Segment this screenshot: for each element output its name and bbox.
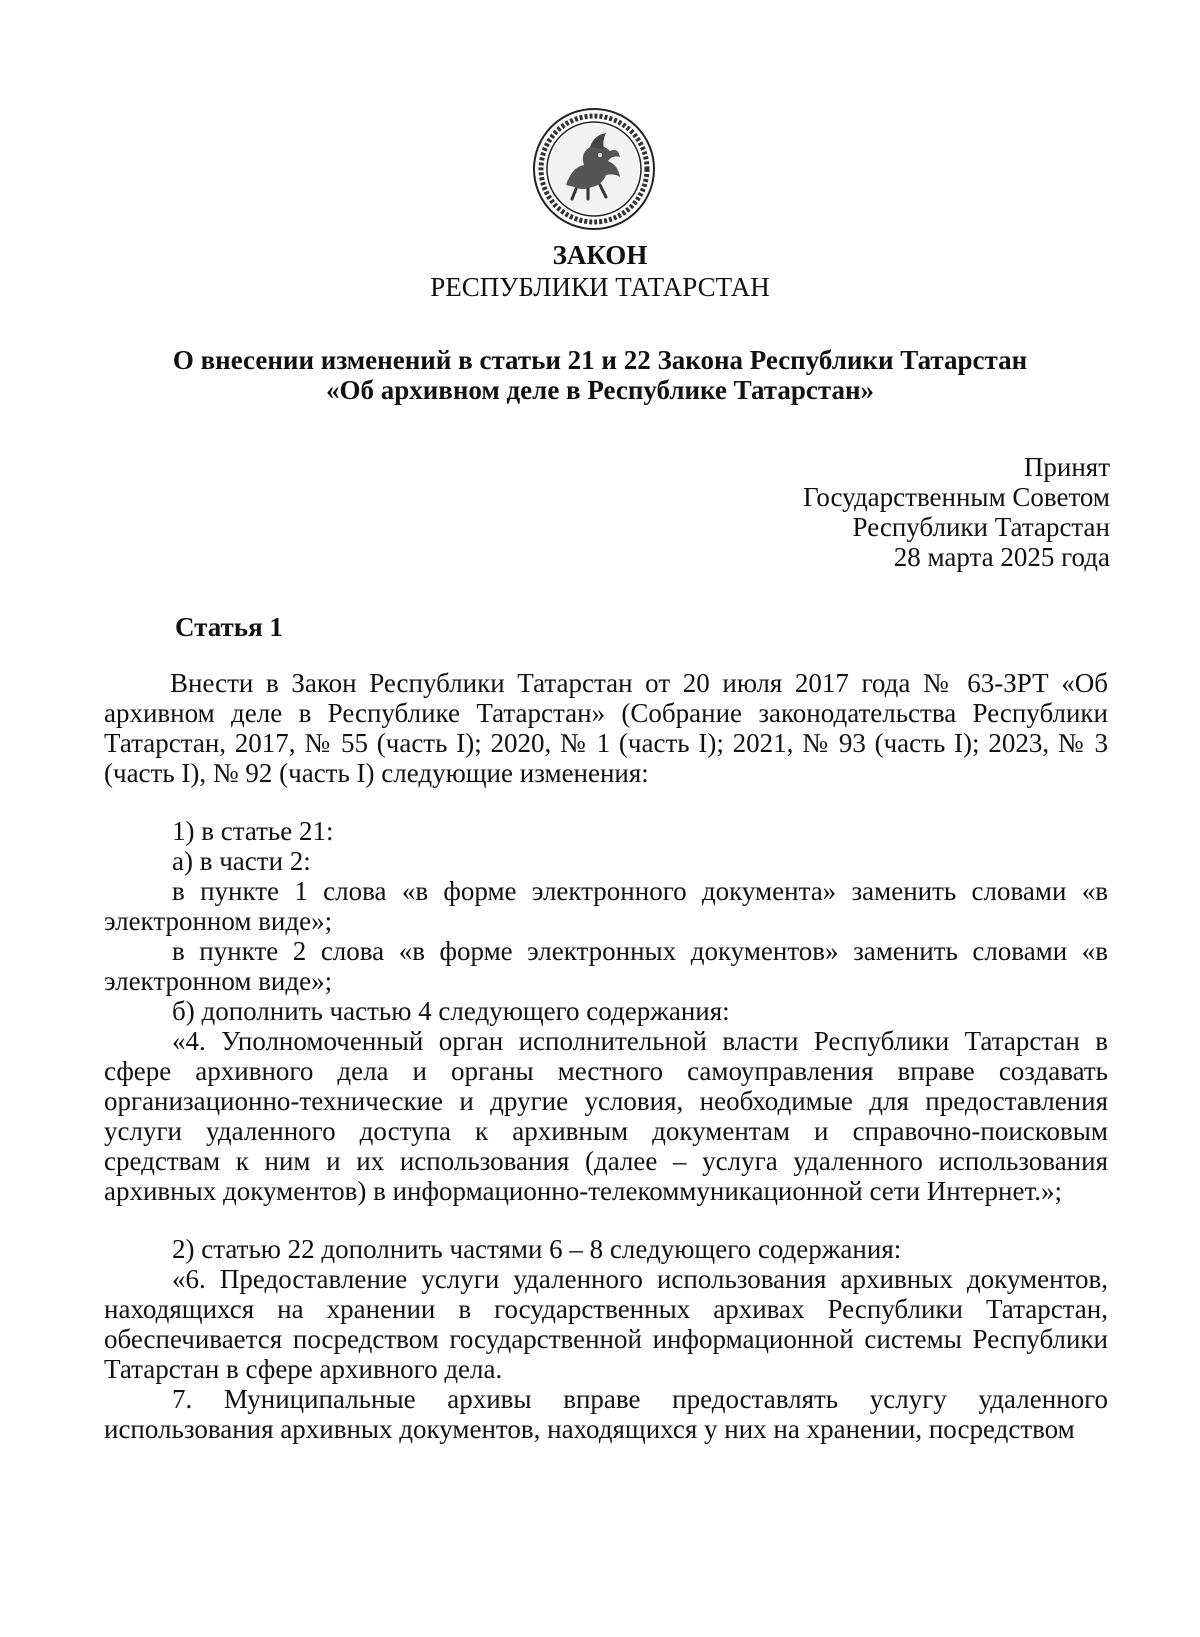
adoption-block — [803, 452, 1110, 572]
item-1b-text: «4. Уполномоченный орган исполнительной власти Республики Татарстан в сфере архивного дела и органы местного самоуправления вправе создавать организационно-технические и другие условия, необходимые для предоставления услуги удаленного доступа к архивным документам и справочно-поисковым средствам к ним и их использования (далее – услуга удаленного использования архивных документов) в информационно-телекоммуникационной сети Интернет.»; — [104, 1026, 1108, 1206]
item-2-part-7: 7. Муниципальные архивы вправе предоставлять услугу удаленного использования архивных документов, находящихся у них на хранении, посредством — [104, 1384, 1108, 1444]
adoption-line-1: Принят — [1023, 452, 1110, 482]
item-1a-point-2: в пункте 2 слова «в форме электронных документов» заменить словами «в электронном виде»; — [104, 936, 1108, 996]
tatarstan-coat-of-arms-icon — [532, 107, 656, 231]
article-heading: Статья 1 — [175, 612, 283, 642]
document-title — [0, 345, 1200, 405]
title-line-1: О внесении изменений в статьи 21 и 22 Закона Республики Татарстан — [172, 345, 1028, 375]
document-type: ЗАКОН — [552, 240, 648, 270]
adoption-date: 28 марта 2025 года — [893, 542, 1110, 572]
item-1b: б) дополнить частью 4 следующего содержания: — [172, 996, 730, 1026]
item-1a: а) в части 2: — [172, 846, 311, 876]
item-1a-point-1: в пункте 1 слова «в форме электронного документа» заменить словами «в электронном виде»; — [104, 876, 1108, 936]
item-2: 2) статью 22 дополнить частями 6 – 8 следующего содержания: — [172, 1234, 902, 1264]
adoption-line-3: Республики Татарстан — [852, 512, 1110, 542]
title-line-2: «Об архивном деле в Республике Татарстан» — [325, 375, 875, 405]
article-body — [104, 668, 1108, 1444]
adoption-line-2: Государственным Советом — [803, 482, 1110, 512]
item-2-part-6: «6. Предоставление услуги удаленного использования архивных документов, находящихся на хранении в государственных архивах Республики Татарстан, обеспечивается посредством государственной информационной системы Республики Татарстан в сфере архивного дела. — [104, 1264, 1108, 1384]
document-issuer: РЕСПУБЛИКИ ТАТАРСТАН — [430, 272, 770, 302]
item-1: 1) в статье 21: — [172, 816, 334, 846]
intro-paragraph: Внести в Закон Республики Татарстан от 20 июля 2017 года № 63-ЗРТ «Об архивном деле в Республике Татарстан» (Собрание законодательства Республики Татарстан, 2017, № 55 (часть I); 2020, № 1 (часть I); 2021, № 93 (часть I); 2023, № 3 (часть I), № 92 (часть I) следующие изменения: — [104, 668, 1108, 788]
